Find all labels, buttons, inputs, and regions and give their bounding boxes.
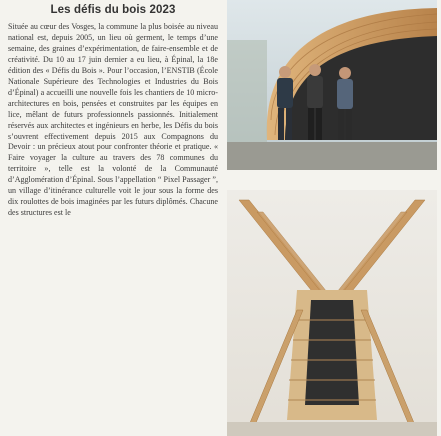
photo-column (227, 0, 437, 436)
bridge-photo-illustration (227, 190, 437, 436)
article-title: Les défis du bois 2023 (50, 4, 176, 16)
bridge-photo (227, 190, 437, 436)
article-column (8, 4, 218, 434)
team-photo (227, 0, 437, 170)
team-photo-illustration (227, 0, 437, 170)
article-body: Située au cœur des Vosges, la commune la plus boisée au niveau national est, depuis 2005, un lieu où germent, le temps d’une semaine, des graines d’expérimentation, de faire-ensemble et de créativité. Du 10 au 17 juin dernier a eu lieu, à Épinal, la 18e édition des « Défis du Bois ». Pour l’occasion, l’ENSTIB (École Nationale Supérieure des Technologies et Industries du Bois d’Épinal) a accueilli une nouvelle fois les chantiers de 10 micro-architectures en bois, pensées et construites par les équipes en lice, mêlant de futurs professionnels passionnés. Initialement réservés aux architectes et ingénieurs en herbe, les Défis du bois s’ouvrent effectivement depuis 2015 aux Compagnons du Devoir : un précieux atout pour confronter théorie et pratique. « Faire voyager la culture au travers des 78 communes du territoire », telle est la volonté de la Communauté d’Agglomération d’Épinal. Sous l’appellation “ Pixel Passager ”, un village d’itinérance culturelle voit le jour sous la forme des dix roulottes de bois imaginées par les futurs diplômés. Chacune des structures est le (8, 22, 218, 218)
